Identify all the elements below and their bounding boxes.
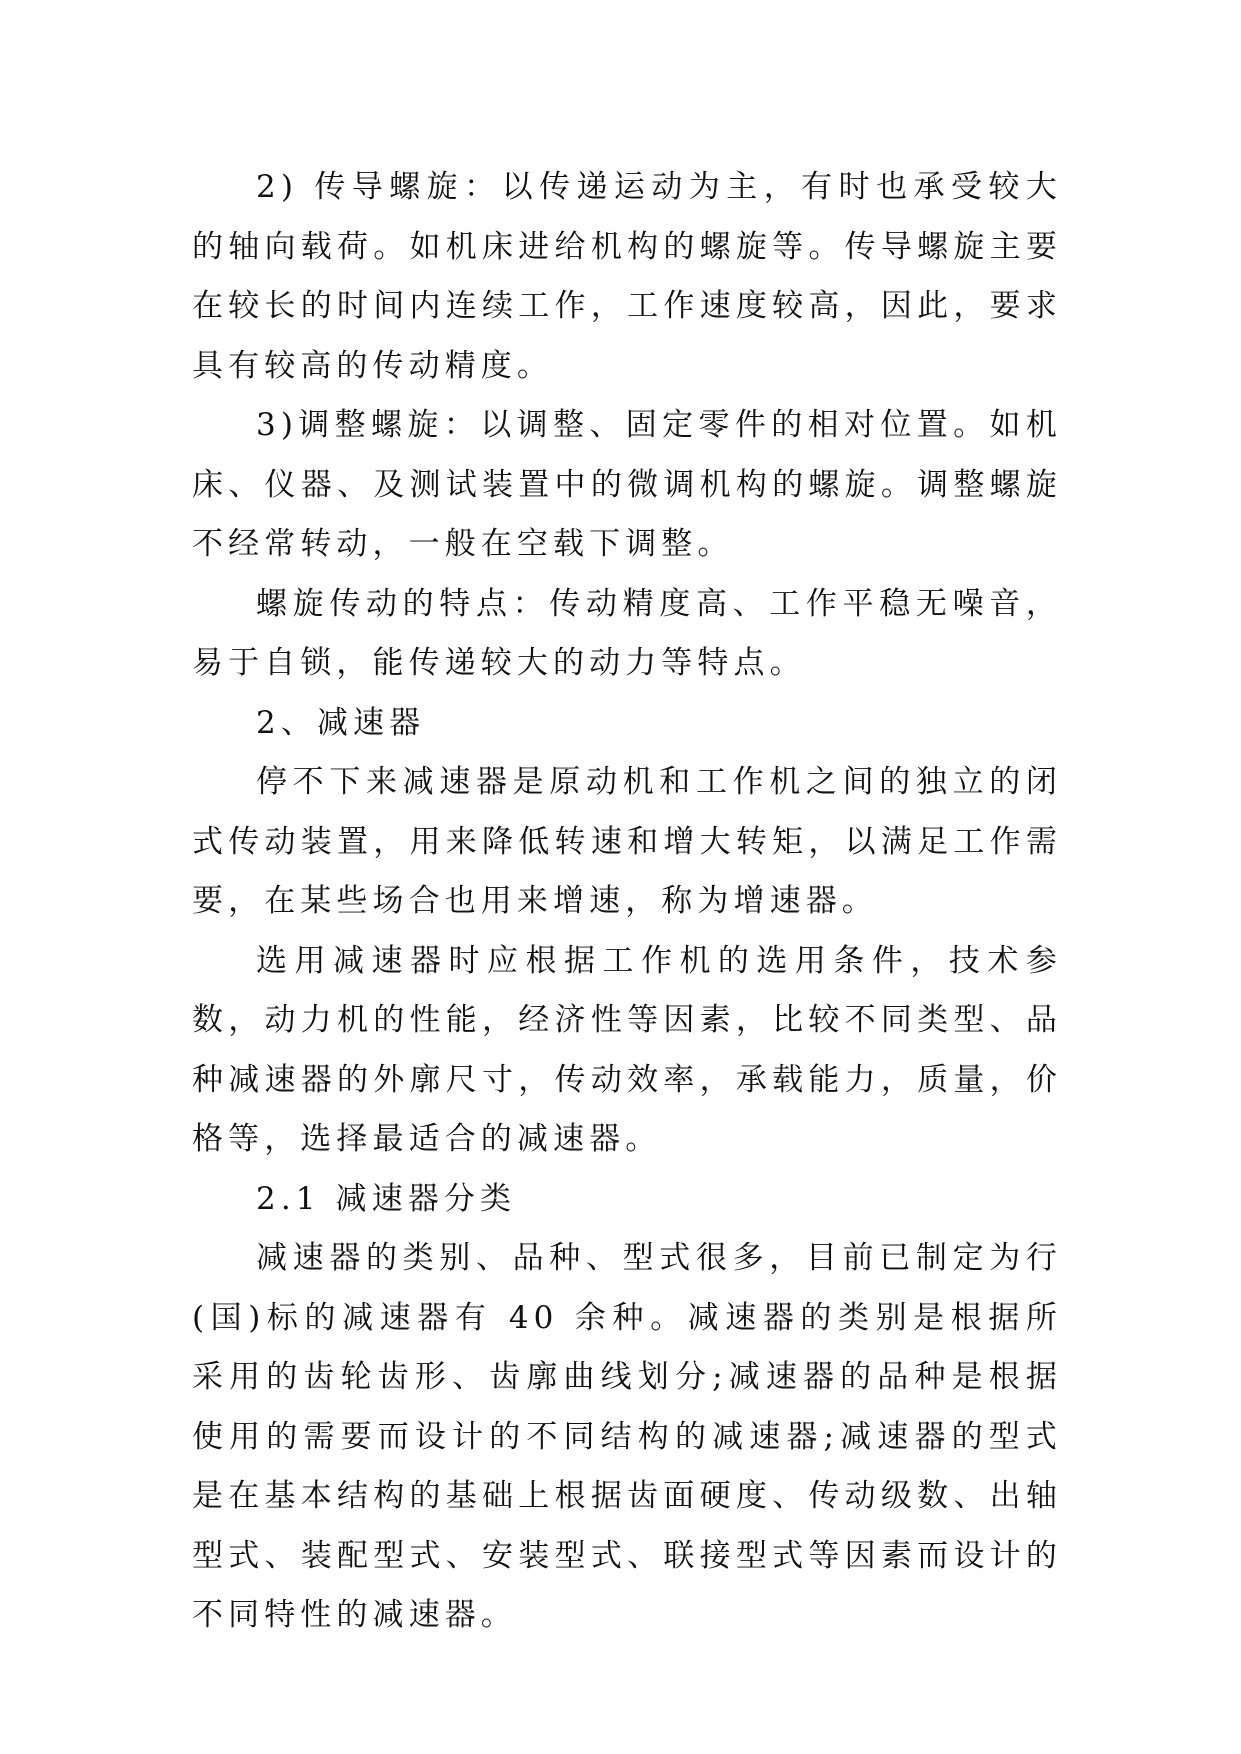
paragraph-reducer-selection: 选用减速器时应根据工作机的选用条件，技术参数，动力机的性能，经济性等因素，比较不同类型、品种减速器的外廓尺寸，传动效率，承载能力，质量，价格等，选择最适合的减速器。: [192, 942, 1062, 1157]
paragraph-screw-drive-features: 螺旋传动的特点：传动精度高、工作平稳无噪音，易于自锁，能传递较大的动力等特点。: [192, 585, 1062, 681]
subsection-heading-reducer-classification: 2.1 减速器分类: [256, 1180, 517, 1217]
document-body: [192, 158, 1062, 1646]
section-heading-reducer: 2、减速器: [256, 704, 426, 741]
paragraph-reducer-definition: 停不下来减速器是原动机和工作机之间的独立的闭式传动装置，用来降低转速和增大转矩，以满足工作需要，在某些场合也用来增速，称为增速器。: [192, 764, 1062, 919]
paragraph-reducer-classification: 减速器的类别、品种、型式很多，目前已制定为行(国)标的减速器有 40 余种。减速器的类别是根据所采用的齿轮齿形、齿廓曲线划分;减速器的品种是根据使用的需要而设计的不同结构的减速器;减速器的型式是在基本结构的基础上根据齿面硬度、传动级数、出轴型式、装配型式、安装型式、联接型式等因素而设计的不同特性的减速器。: [192, 1240, 1062, 1633]
paragraph-conduction-screw: 2) 传导螺旋：以传递运动为主，有时也承受较大的轴向载荷。如机床进给机构的螺旋等。传导螺旋主要在较长的时间内连续工作，工作速度较高，因此，要求具有较高的传动精度。: [192, 169, 1062, 384]
paragraph-adjustment-screw: 3)调整螺旋：以调整、固定零件的相对位置。如机床、仪器、及测试装置中的微调机构的螺旋。调整螺旋不经常转动，一般在空载下调整。: [192, 407, 1062, 562]
